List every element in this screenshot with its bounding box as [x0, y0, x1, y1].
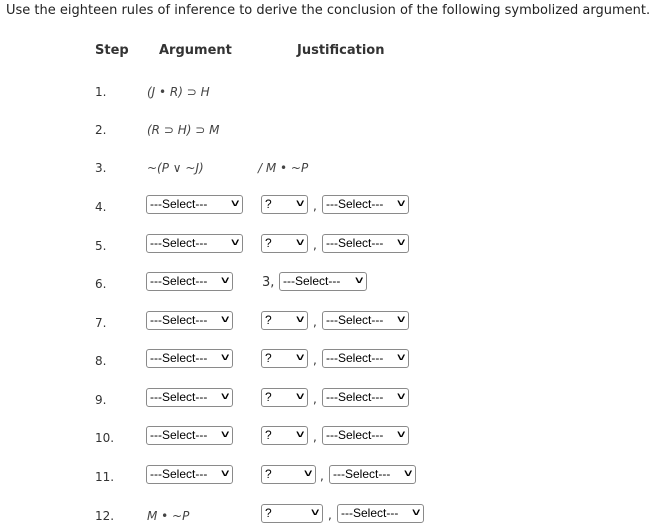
- chevron-down-icon: ˅: [411, 507, 420, 519]
- chevron-down-icon: ˅: [310, 507, 319, 519]
- line-ref-select[interactable]: ? ˅: [261, 504, 323, 523]
- line-ref-select[interactable]: ? ˅: [261, 311, 308, 330]
- step-number: 10.: [95, 431, 115, 445]
- proof-row: [0, 118, 669, 144]
- step-number: 9.: [95, 393, 107, 407]
- line-ref-select[interactable]: ? ˅: [261, 195, 308, 214]
- rule-select[interactable]: ---Select--- ˅: [322, 311, 409, 330]
- proof-row: [0, 156, 669, 182]
- step-number: 8.: [95, 354, 107, 368]
- rule-select[interactable]: ---Select--- ˅: [322, 234, 409, 253]
- chevron-down-icon: ˅: [295, 314, 304, 326]
- rule-select[interactable]: ---Select--- ˅: [322, 195, 409, 214]
- chevron-down-icon: ˅: [295, 391, 304, 403]
- proof-row: [0, 504, 669, 530]
- separator: ,: [320, 469, 324, 483]
- step-number: 3.: [95, 161, 107, 175]
- chevron-down-icon: ˅: [220, 429, 229, 441]
- proof-row: [0, 311, 669, 337]
- chevron-down-icon: ˅: [220, 391, 229, 403]
- chevron-down-icon: ˅: [295, 352, 304, 364]
- argument-select[interactable]: ---Select--- ˅: [146, 388, 233, 407]
- chevron-down-icon: ˅: [220, 314, 229, 326]
- step-number: 12.: [95, 509, 115, 523]
- argument-select[interactable]: ---Select--- ˅: [146, 426, 233, 445]
- argument-text: M • ~P: [147, 509, 190, 523]
- step-number: 1.: [95, 85, 107, 99]
- argument-text: ~(P ∨ ~J): [147, 161, 204, 175]
- rule-select[interactable]: ---Select--- ˅: [337, 504, 424, 523]
- chevron-down-icon: ˅: [303, 468, 312, 480]
- chevron-down-icon: ˅: [220, 352, 229, 364]
- header-argument: Argument: [159, 43, 232, 58]
- header-justification: Justification: [297, 43, 385, 58]
- line-ref-fixed: 3,: [262, 275, 275, 290]
- argument-select[interactable]: ---Select--- ˅: [146, 234, 243, 253]
- line-ref-select[interactable]: ? ˅: [261, 426, 308, 445]
- chevron-down-icon: ˅: [295, 198, 304, 210]
- separator: ,: [313, 238, 317, 252]
- rule-select[interactable]: ---Select--- ˅: [279, 272, 367, 291]
- argument-select[interactable]: ---Select--- ˅: [146, 272, 233, 291]
- separator: ,: [313, 199, 317, 213]
- rule-select[interactable]: ---Select--- ˅: [322, 388, 409, 407]
- chevron-down-icon: ˅: [396, 314, 405, 326]
- argument-select[interactable]: ---Select--- ˅: [146, 349, 233, 368]
- chevron-down-icon: ˅: [295, 237, 304, 249]
- chevron-down-icon: ˅: [220, 468, 229, 480]
- separator: ,: [313, 353, 317, 367]
- chevron-down-icon: ˅: [220, 275, 229, 287]
- line-ref-select[interactable]: ? ˅: [261, 465, 316, 484]
- proof-row: [0, 234, 669, 260]
- chevron-down-icon: ˅: [396, 429, 405, 441]
- chevron-down-icon: ˅: [354, 275, 363, 287]
- rule-select[interactable]: ---Select--- ˅: [322, 426, 409, 445]
- chevron-down-icon: ˅: [396, 198, 405, 210]
- line-ref-select[interactable]: ? ˅: [261, 349, 308, 368]
- argument-select[interactable]: ---Select--- ˅: [146, 311, 233, 330]
- separator: ,: [313, 315, 317, 329]
- proof-row: [0, 426, 669, 452]
- chevron-down-icon: ˅: [403, 468, 412, 480]
- step-number: 5.: [95, 239, 107, 253]
- rule-select[interactable]: ---Select--- ˅: [322, 349, 409, 368]
- line-ref-select[interactable]: ? ˅: [261, 234, 308, 253]
- chevron-down-icon: ˅: [230, 198, 239, 210]
- proof-row: [0, 465, 669, 491]
- step-number: 7.: [95, 316, 107, 330]
- instruction-text: Use the eighteen rules of inference to derive the conclusion of the following symbolized argument.: [6, 3, 651, 18]
- separator: ,: [313, 430, 317, 444]
- argument-select[interactable]: ---Select--- ˅: [146, 465, 233, 484]
- step-number: 11.: [95, 470, 115, 484]
- chevron-down-icon: ˅: [396, 352, 405, 364]
- argument-text: (J • R) ⊃ H: [147, 85, 210, 99]
- conclusion-text: / M • ~P: [258, 161, 309, 175]
- proof-row: [0, 195, 669, 221]
- line-ref-select[interactable]: ? ˅: [261, 388, 308, 407]
- proof-row: [0, 272, 669, 298]
- step-number: 2.: [95, 123, 107, 137]
- chevron-down-icon: ˅: [295, 429, 304, 441]
- proof-row: [0, 388, 669, 414]
- argument-select[interactable]: ---Select--- ˅: [146, 195, 243, 214]
- proof-row: [0, 349, 669, 375]
- rule-select[interactable]: ---Select--- ˅: [329, 465, 416, 484]
- chevron-down-icon: ˅: [396, 391, 405, 403]
- separator: ,: [313, 392, 317, 406]
- chevron-down-icon: ˅: [396, 237, 405, 249]
- step-number: 4.: [95, 200, 107, 214]
- argument-text: (R ⊃ H) ⊃ M: [147, 123, 220, 137]
- proof-row: [0, 80, 669, 106]
- step-number: 6.: [95, 277, 107, 291]
- separator: ,: [328, 508, 332, 522]
- header-step: Step: [95, 43, 129, 58]
- chevron-down-icon: ˅: [230, 237, 239, 249]
